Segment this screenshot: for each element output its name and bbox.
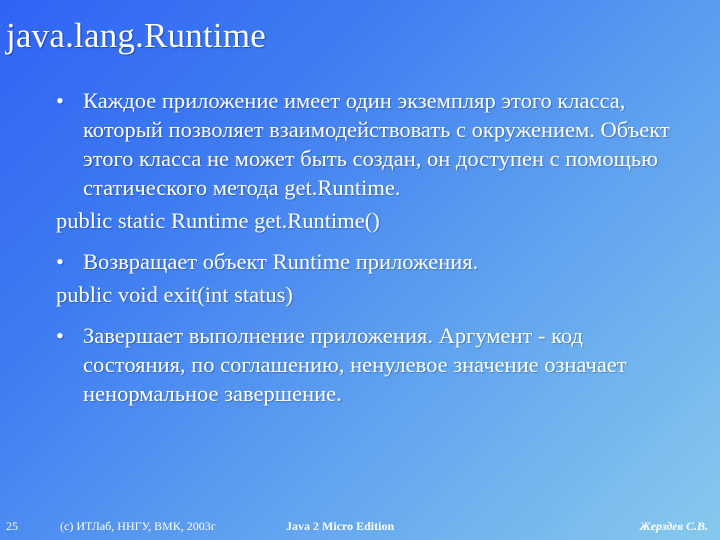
bullet-text: Возвращает объект Runtime приложения. [83,249,479,274]
slide-content [56,86,676,412]
slide-title: java.lang.Runtime [6,16,267,55]
page-number: 25 [6,519,18,533]
footer-author: Жерздев С.В. [639,519,708,533]
bullet-marker: • [56,88,64,113]
bullet-marker: • [56,249,64,274]
method-signature-exit: public void exit(int status) [56,282,293,307]
bullet-item-returns-runtime [56,247,676,276]
bullet-item-exit-description [56,321,676,408]
footer-copyright: (c) ИТЛаб, ННГУ, ВМК, 2003г [60,519,216,533]
bullet-text: Каждое приложение имеет один экземпляр этого класса, который позволяет взаимодействовать с окружением. Объект этого класса не может быть создан, он доступен с помощью статического метода get.Runtime. [83,88,670,200]
bullet-item-runtime-instance [56,86,676,202]
bullet-marker: • [56,323,64,348]
bullet-text: Завершает выполнение приложения. Аргумент - код состояния, по соглашению, ненулевое значение означает ненормальное завершение. [83,323,627,406]
footer-edition: Java 2 Micro Edition [286,519,395,533]
method-signature-get-runtime: public static Runtime get.Runtime() [56,208,380,233]
